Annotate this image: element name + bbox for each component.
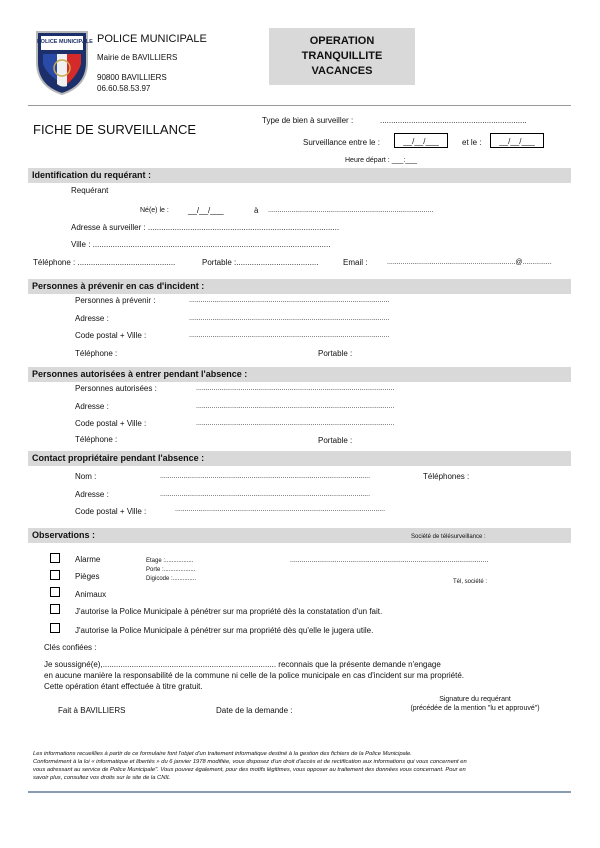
contact-adresse-field[interactable]: ............................................................................................................ xyxy=(160,491,371,498)
autorisees-personnes-field[interactable]: ...................................................................................................... xyxy=(196,385,395,392)
cnil-notice-line4: savoir plus, consultez vos droits sur le site de la CNIL xyxy=(33,775,171,781)
heure-depart-field[interactable]: Heure départ : ___:___ xyxy=(345,157,417,164)
contact-nom-field[interactable]: ............................................................................................................ xyxy=(160,473,371,480)
footer-rule xyxy=(28,791,571,793)
header-divider xyxy=(28,105,571,106)
operation-title-line2: TRANQUILLITE xyxy=(301,50,383,62)
section-autorisees: Personnes autorisées à entrer pendant l'absence : xyxy=(28,367,571,382)
prevenir-adresse-label: Adresse : xyxy=(75,314,109,323)
contact-telephones-label: Téléphones : xyxy=(423,472,470,481)
ne-le-label: Né(e) le : xyxy=(140,207,169,214)
signature-note: (précédée de la mention "lu et approuvé") xyxy=(410,705,540,712)
date-debut-field[interactable]: __/__/___ xyxy=(394,133,448,148)
alarme-checkbox[interactable] xyxy=(50,553,60,563)
operation-title-line3: VACANCES xyxy=(311,65,373,77)
contact-adresse-label: Adresse : xyxy=(75,490,109,499)
declaration-line1: Je soussigné(e),.............................................................................. reconnais que la présente demande n'engage xyxy=(44,660,441,669)
et-le-label: et le : xyxy=(462,138,482,147)
a-label: à xyxy=(254,206,259,215)
mairie-name: Mairie de BAVILLIERS xyxy=(97,53,178,62)
prevenir-personnes-field[interactable]: ....................................................................................................... xyxy=(189,297,390,304)
date-demande-label: Date de la demande : xyxy=(216,706,293,715)
tel-societe-label: Tél, société : xyxy=(453,579,488,585)
autorisees-cp-ville-field[interactable]: ...................................................................................................... xyxy=(196,420,395,427)
cnil-notice-line1: Les informations recueillies à partir de ce formulaire font l'objet d'un traitement informatique destiné à la gestion des fichiers de la Police Municipale. xyxy=(33,751,412,757)
contact-nom-label: Nom : xyxy=(75,472,97,481)
signature-title: Signature du requérant xyxy=(439,696,511,703)
declaration-line2: en aucune manière la responsabilité de la commune ni celle de la police municipale en cas d'incident sur ma propriété. xyxy=(44,671,464,680)
autorise-utile-checkbox[interactable] xyxy=(50,623,60,633)
pieges-checkbox[interactable] xyxy=(50,570,60,580)
adresse-surveiller-field[interactable]: Adresse à surveiller : ...................................................................................... xyxy=(71,223,340,232)
autorisees-telephone-label: Téléphone : xyxy=(75,435,118,444)
alarme-label: Alarme xyxy=(75,555,101,564)
autorisees-adresse-field[interactable]: ...................................................................................................... xyxy=(196,403,395,410)
date-fin-field[interactable]: __/__/___ xyxy=(490,133,544,148)
type-bien-label: Type de bien à surveiller : xyxy=(262,116,354,125)
contact-cp-ville-label: Code postal + Ville : xyxy=(75,507,147,516)
contact-cp-ville-field[interactable]: ............................................................................................................ xyxy=(175,506,386,513)
autorisees-cp-ville-label: Code postal + Ville : xyxy=(75,419,147,428)
operation-title-line1: OPERATION xyxy=(309,35,375,47)
org-name: POLICE MUNICIPALE xyxy=(97,33,207,45)
autorisees-personnes-label: Personnes autorisées : xyxy=(75,384,157,393)
surveillance-entre-label: Surveillance entre le : xyxy=(303,138,380,147)
societe-telesurveillance-label: Société de télésurveillance : xyxy=(411,534,486,540)
autorisees-adresse-label: Adresse : xyxy=(75,402,109,411)
prevenir-telephone-label: Téléphone : xyxy=(75,349,118,358)
email-field[interactable]: ..................................................................@............... xyxy=(387,259,552,266)
pieges-label: Pièges xyxy=(75,572,100,581)
section-observations: Observations : xyxy=(28,528,571,543)
prevenir-cp-ville-label: Code postal + Ville : xyxy=(75,331,147,340)
cles-confiees-label: Clés confiées : xyxy=(44,643,97,652)
prevenir-cp-ville-field[interactable]: ....................................................................................................... xyxy=(189,332,390,339)
porte-field[interactable]: Porte :................... xyxy=(146,567,196,573)
animaux-label: Animaux xyxy=(75,590,107,599)
autorise-utile-label: J'autorise la Police Municipale à pénétrer sur ma propriété dès qu'elle le jugera utile. xyxy=(75,626,374,635)
cnil-notice-line2: Conformément à la loi « informatique et libertés » du 6 janvier 1978 modifiée, vous disposez d'un droit d'accès et de rectification aux informations qui vous concernent en xyxy=(33,759,467,765)
prevenir-adresse-field[interactable]: ....................................................................................................... xyxy=(189,315,390,322)
ne-le-field[interactable]: __/__/___ xyxy=(188,206,224,215)
section-prevenir: Personnes à prévenir en cas d'incident : xyxy=(28,279,571,294)
requerant-label: Requérant xyxy=(71,186,109,195)
declaration-line3: Cette opération étant effectuée à titre gratuit. xyxy=(44,682,203,691)
telephone-field[interactable]: Téléphone : ............................................ xyxy=(33,258,176,267)
badge-text: POLICE MUNICIPALE xyxy=(37,39,93,45)
digicode-field[interactable]: Digicode :.............. xyxy=(146,576,197,582)
mairie-address: 90800 BAVILLIERS xyxy=(97,73,167,82)
animaux-checkbox[interactable] xyxy=(50,587,60,597)
section-contact: Contact propriétaire pendant l'absence : xyxy=(28,451,571,466)
etage-field[interactable]: Etage :................. xyxy=(146,558,194,564)
form-title: FICHE DE SURVEILLANCE xyxy=(33,122,197,137)
section-identification: Identification du requérant : xyxy=(28,168,571,183)
portable-field[interactable]: Portable :..................................... xyxy=(202,258,319,267)
prevenir-portable-label: Portable : xyxy=(318,349,353,358)
autorisees-portable-label: Portable : xyxy=(318,436,353,445)
email-label: Email : xyxy=(343,258,368,267)
societe-telesurveillance-field[interactable]: ...................................................................................................... xyxy=(290,557,489,564)
prevenir-personnes-label: Personnes à prévenir : xyxy=(75,296,156,305)
type-bien-field[interactable]: .................................................................. xyxy=(380,116,527,125)
autorise-constatation-label: J'autorise la Police Municipale à pénétrer sur ma propriété dès la constatation d'un fait. xyxy=(75,607,383,616)
cnil-notice-line3: vous adressant au service de Police Municipale". Vous pouvez également, pour des motifs légitimes, vous opposer au traitement des données vous concernant. Pour en xyxy=(33,767,466,773)
lieu-naissance-field[interactable]: ..................................................................................... xyxy=(268,207,434,214)
autorise-constatation-checkbox[interactable] xyxy=(50,604,60,614)
mairie-phone: 06.60.58.53.97 xyxy=(97,84,151,93)
ville-field[interactable]: Ville : ........................................................................................................... xyxy=(71,240,331,249)
fait-a-label: Fait à BAVILLIERS xyxy=(58,706,126,715)
